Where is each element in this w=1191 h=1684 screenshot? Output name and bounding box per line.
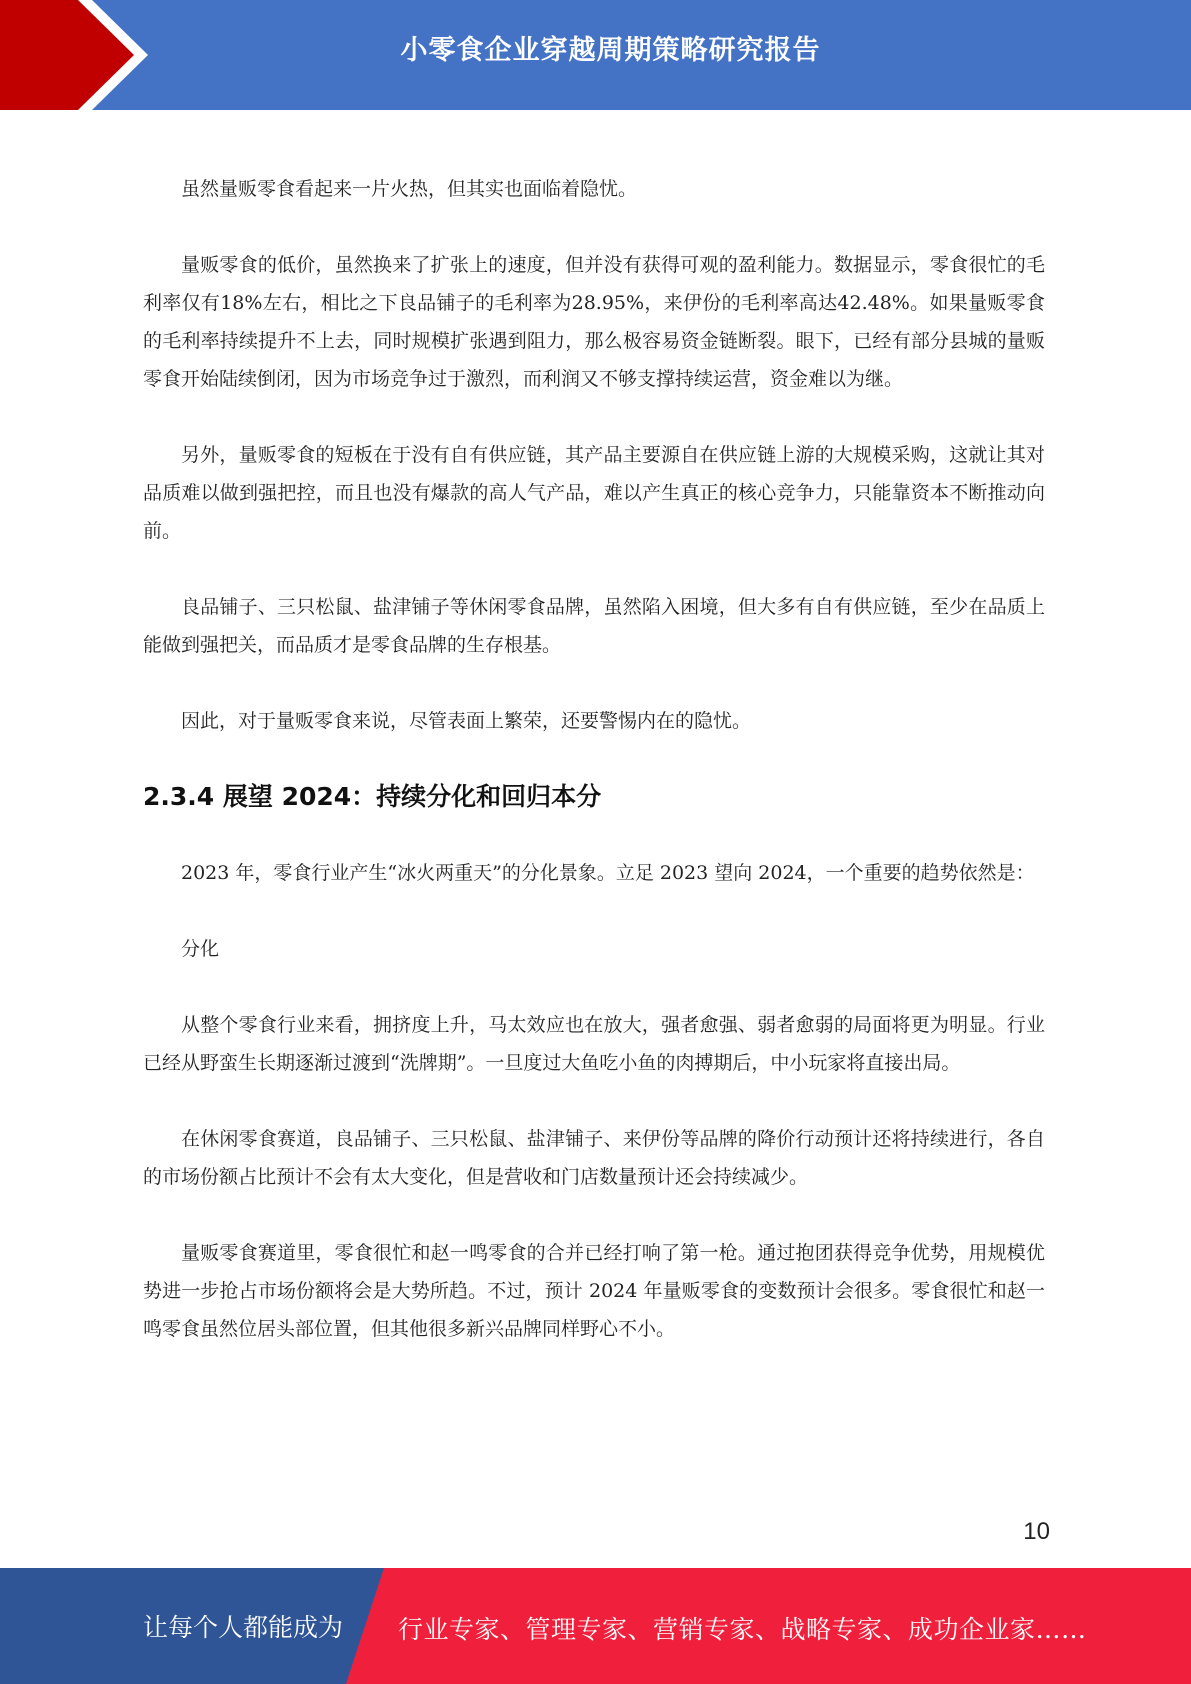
page-footer (0, 1568, 1191, 1684)
paragraph: 在休闲零食赛道，良品铺子、三只松鼠、盐津铺子、来伊份等品牌的降价行动预计还将持续进行，各自的市场份额占比预计不会有太大变化，但是营收和门店数量预计还会持续减少。 (143, 1128, 1045, 1188)
subheading-paragraph: 分化 (181, 938, 220, 960)
document-body (143, 170, 1045, 1386)
page-header (0, 0, 1191, 110)
paragraph: 量贩零食的低价，虽然换来了扩张上的速度，但并没有获得可观的盈利能力。数据显示，零食很忙的毛利率仅有18%左右，相比之下良品铺子的毛利率为28.95%，来伊份的毛利率高达42.48%。如果量贩零食的毛利率持续提升不上去，同时规模扩张遇到阻力，那么极容易资金链断裂。眼下，已经有部分县城的量贩零食开始陆续倒闭，因为市场竞争过于激烈，而利润又不够支撑持续运营，资金难以为继。 (143, 254, 1045, 390)
paragraph: 虽然量贩零食看起来一片火热，但其实也面临着隐忧。 (181, 178, 638, 200)
page-number: 10 (1023, 1518, 1050, 1545)
paragraph: 另外，量贩零食的短板在于没有自有供应链，其产品主要源自在供应链上游的大规模采购，这就让其对品质难以做到强把控，而且也没有爆款的高人气产品，难以产生真正的核心竞争力，只能靠资本不断推动向前。 (143, 444, 1045, 542)
paragraph: 因此，对于量贩零食来说，尽管表面上繁荣，还要警惕内在的隐忧。 (181, 710, 752, 732)
footer-slogan-right: 行业专家、管理专家、营销专家、战略专家、成功企业家…… (398, 1615, 1087, 1644)
report-title: 小零食企业穿越周期策略研究报告 (400, 35, 821, 66)
section-heading: 2.3.4 展望 2024：持续分化和回归本分 (143, 782, 602, 811)
footer-slogan-left: 让每个人都能成为 (143, 1613, 344, 1642)
paragraph: 良品铺子、三只松鼠、盐津铺子等休闲零食品牌，虽然陷入困境，但大多有自有供应链，至少在品质上能做到强把关，而品质才是零食品牌的生存根基。 (143, 596, 1045, 656)
paragraph: 2023 年，零食行业产生“冰火两重天”的分化景象。立足 2023 望向 2024，一个重要的趋势依然是： (181, 862, 1035, 884)
paragraph: 量贩零食赛道里，零食很忙和赵一鸣零食的合并已经打响了第一枪。通过抱团获得竞争优势，用规模优势进一步抢占市场份额将会是大势所趋。不过，预计 2024 年量贩零食的变数预计会很多。零食很忙和赵一鸣零食虽然位居头部位置，但其他很多新兴品牌同样野心不小。 (143, 1242, 1045, 1340)
paragraph: 从整个零食行业来看，拥挤度上升，马太效应也在放大，强者愈强、弱者愈弱的局面将更为明显。行业已经从野蛮生长期逐渐过渡到“洗牌期”。一旦度过大鱼吃小鱼的肉搏期后，中小玩家将直接出局。 (143, 1014, 1045, 1074)
